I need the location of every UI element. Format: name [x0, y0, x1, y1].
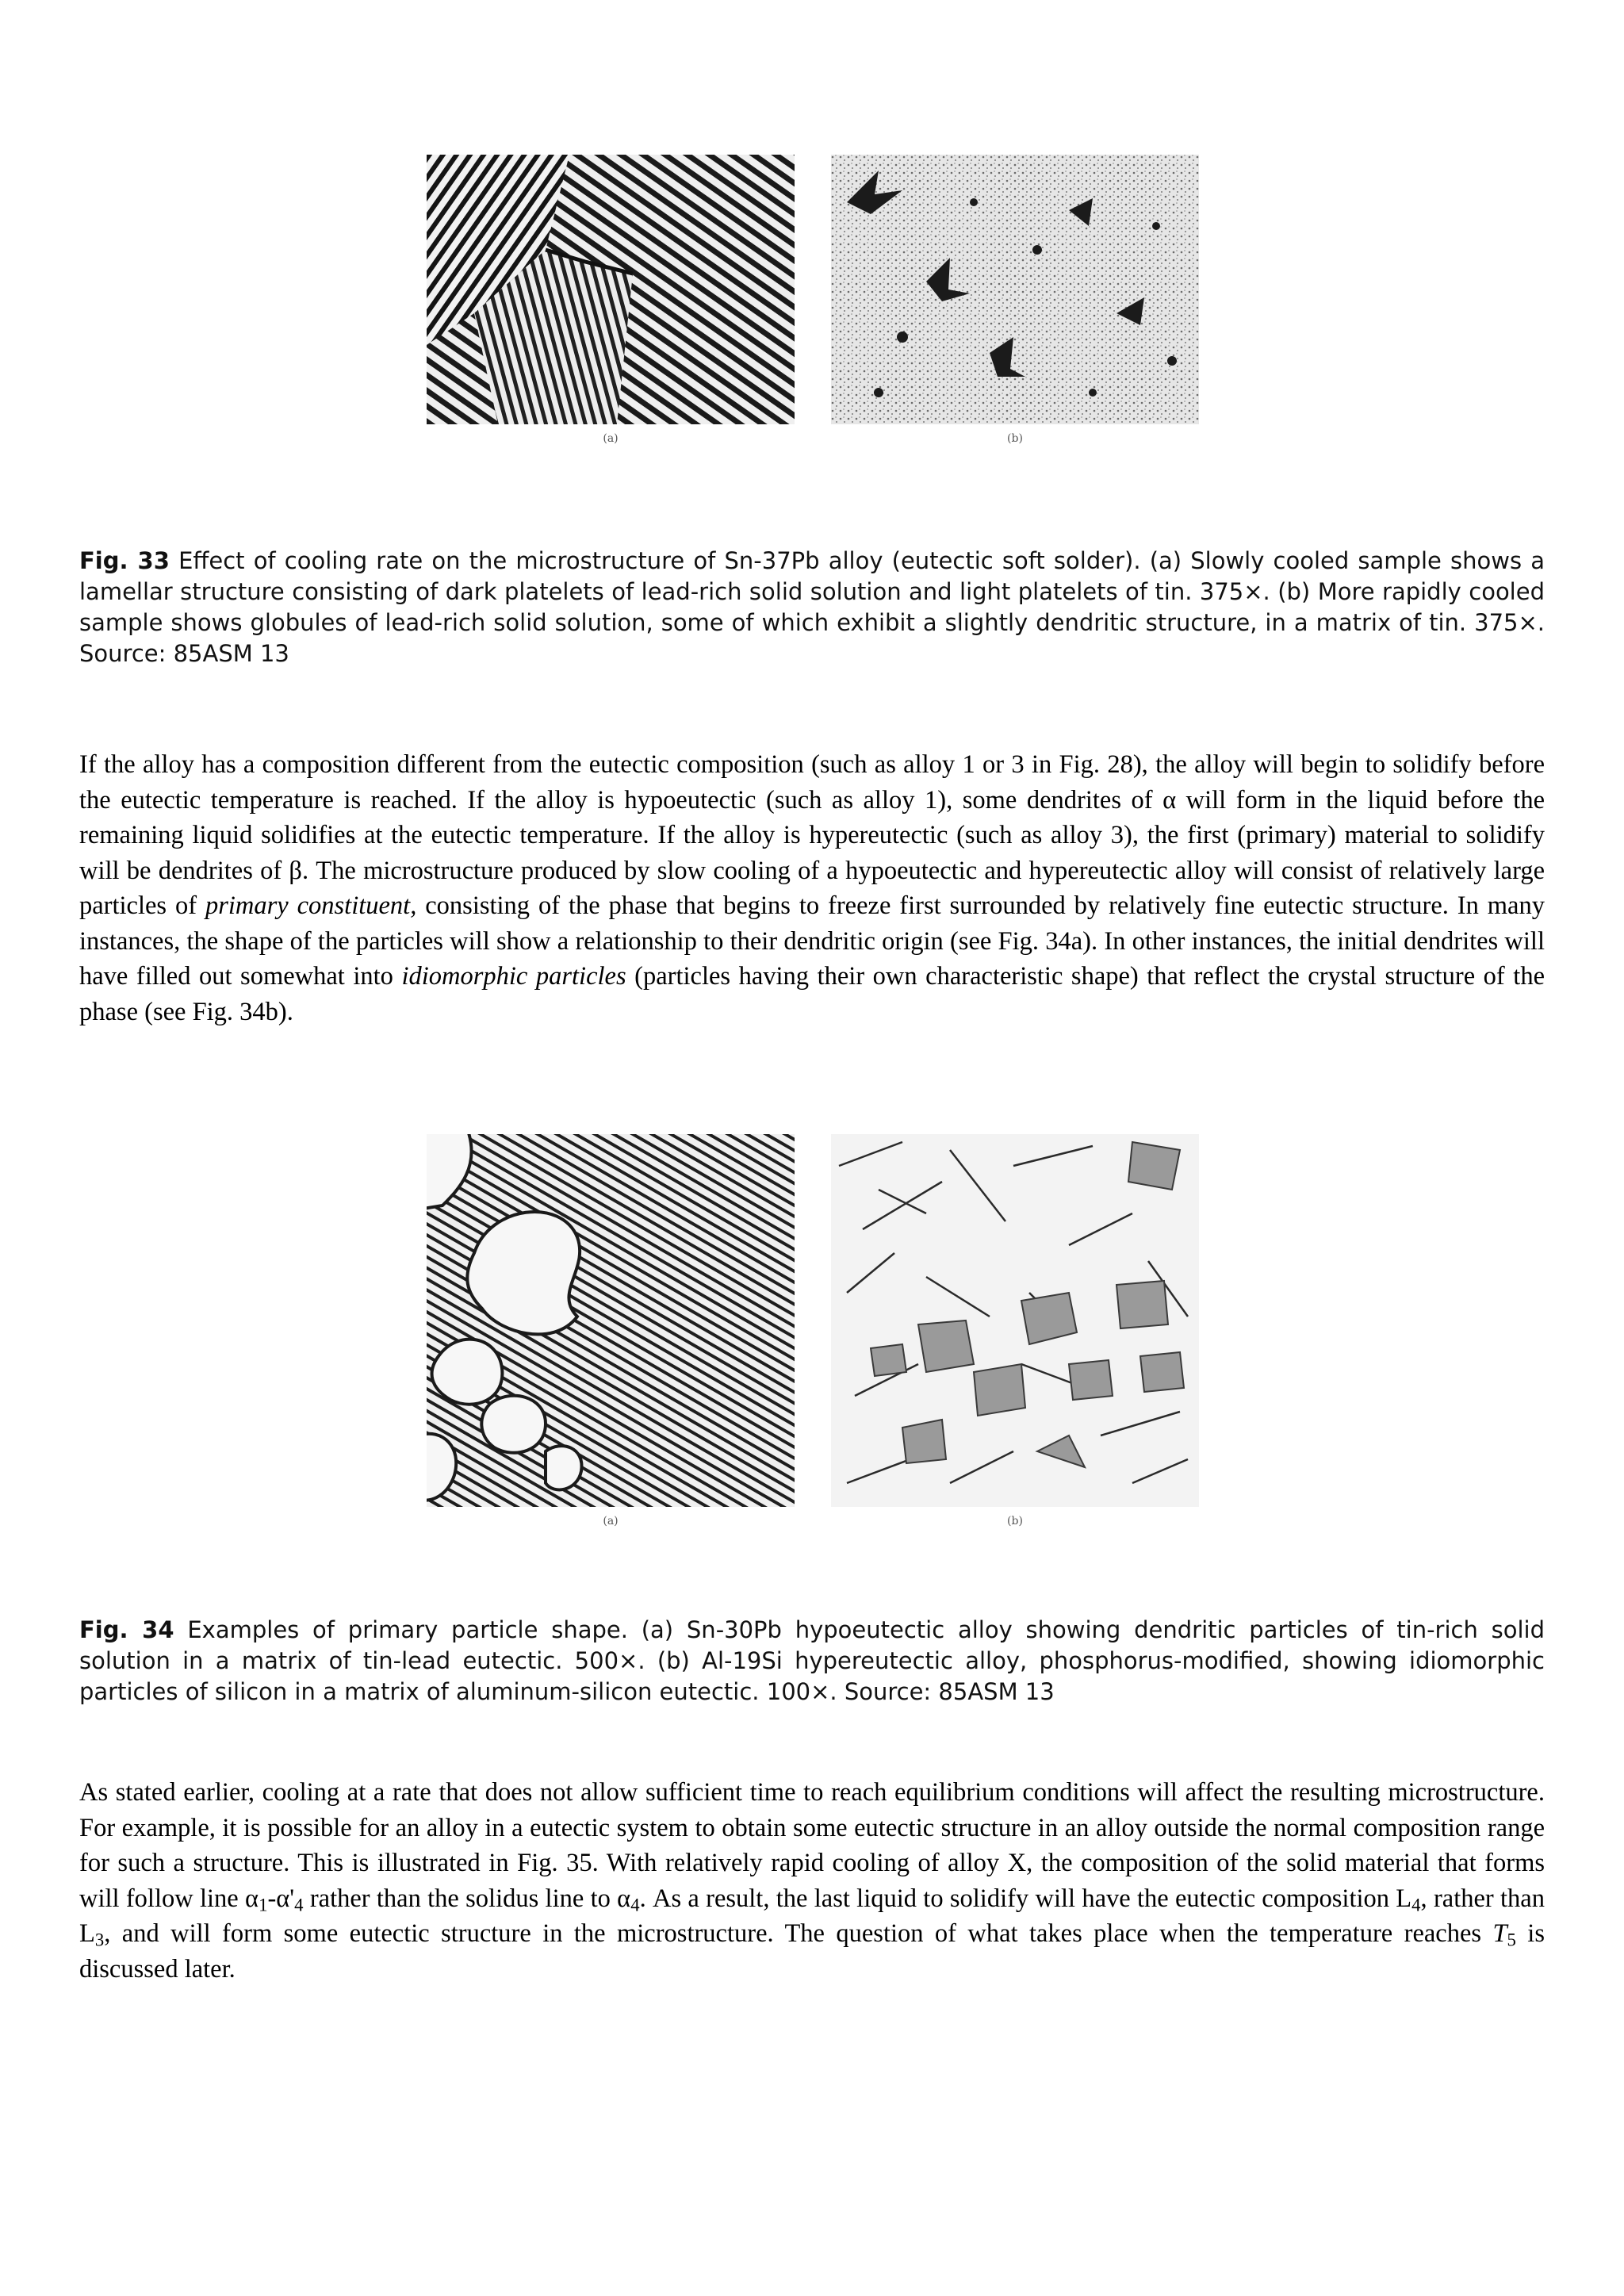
paragraph-2-text-6: , and will form some eutectic structure in the microstructure. The question of what takes place when the temperature reaches	[104, 1919, 1493, 1948]
paragraph-2-italic-1: T	[1492, 1919, 1507, 1948]
figure-34-number: Fig. 34	[79, 1616, 174, 1643]
panel-label-34b: (b)	[1007, 1515, 1023, 1527]
paragraph-1-text-3: (particles having their own characteristic shape) that reflect the crystal structure of the phase (see Fig. 34b).	[79, 962, 1545, 1026]
paragraph-2-text-4: . As a result, the last liquid to solidify will have the eutectic composition L	[639, 1884, 1412, 1913]
panel-label-33a: (a)	[603, 432, 619, 445]
figure-33	[424, 155, 1201, 447]
paragraph-2-sub-2: 4	[294, 1895, 304, 1915]
figure-33-caption-text: Effect of cooling rate on the microstructure of Sn-37Pb alloy (eutectic soft solder). (a) Slowly cooled sample shows a lamellar structure consisting of dark platelets of lead-rich solid solution and light platelets of tin. 375×. (b) More rapidly cooled sample shows globules of lead-rich solid solution, some of which exhibit a slightly dendritic structure, in a matrix of tin. 375×. Source: 85ASM 13	[79, 547, 1545, 667]
figure-33-caption	[79, 546, 1545, 669]
micrograph-34b-idiomorphic	[831, 1134, 1199, 1507]
paragraph-1-italic-1: primary constituent,	[205, 891, 417, 920]
figure-34a	[424, 1134, 797, 1529]
paragraph-2-sub-3: 4	[630, 1895, 640, 1915]
paragraph-2-text-5: , rather than L	[79, 1884, 1545, 1948]
paragraph-2-sub-1: 1	[259, 1895, 268, 1915]
paragraph-2-text-1: As stated earlier, cooling at a rate that does not allow sufficient time to reach equilibrium conditions will affect the resulting microstructure. For example, it is possible for an alloy in a eutectic system to obtain some eutectic structure in an alloy outside the normal composition range for such a structure. This is illustrated in Fig. 35. With relatively rapid cooling of alloy X, the composition of the solid material that forms will follow line α	[79, 1778, 1545, 1913]
paragraph-2-sub-4: 4	[1411, 1895, 1421, 1915]
figure-34-caption-text: Examples of primary particle shape. (a) Sn-30Pb hypoeutectic alloy showing dendritic particles of tin-rich solid solution in a matrix of tin-lead eutectic. 500×. (b) Al-19Si hypereutectic alloy, phosphorus-modified, showing idiomorphic particles of silicon in a matrix of aluminum-silicon eutectic. 100×. Source: 85ASM 13	[79, 1616, 1545, 1705]
paragraph-2-sub-5: 3	[94, 1930, 105, 1950]
figure-34-caption	[79, 1615, 1545, 1708]
paragraph-2-text-3: rather than the solidus line to α	[303, 1884, 631, 1913]
panel-label-34a: (a)	[603, 1515, 619, 1527]
panel-label-33b: (b)	[1007, 432, 1023, 445]
paragraph-nonequilibrium-cooling	[79, 1775, 1545, 1987]
figure-34	[424, 1134, 1201, 1529]
paragraph-2-text-7: is discussed later.	[79, 1919, 1545, 1984]
paragraph-1-italic-2: idiomorphic particles	[401, 962, 626, 991]
paragraph-1-text-2: consisting of the phase that begins to freeze first surrounded by relatively fine eutectic structure. In many instances, the shape of the particles will show a relationship to their dendritic origin (see Fig. 34a). In other instances, the initial dendrites will have filled out somewhat into	[79, 891, 1545, 991]
micrograph-33a-lamellar	[427, 155, 795, 424]
paragraph-1-text-1: If the alloy has a composition different from the eutectic composition (such as alloy 1 or 3 in Fig. 28), the alloy will begin to solidify before the eutectic temperature is reached. If the alloy is hypoeutectic (such as alloy 1), some dendrites of α will form in the liquid before the remaining liquid solidifies at the eutectic temperature. If the alloy is hypereutectic (such as alloy 3), the first (primary) material to solidify will be dendrites of β. The microstructure produced by slow cooling of a hypoeutectic and hypereutectic alloy will consist of relatively large particles of	[79, 750, 1545, 920]
micrograph-33b-globular	[831, 155, 1199, 424]
paragraph-2-sub-6: 5	[1507, 1930, 1516, 1950]
figure-33-number: Fig. 33	[79, 547, 170, 574]
paragraph-primary-constituent	[79, 747, 1545, 1029]
figure-34b	[829, 1134, 1201, 1529]
micrograph-34a-dendritic	[427, 1134, 795, 1507]
figure-33b	[829, 155, 1201, 447]
figure-33a	[424, 155, 797, 447]
paragraph-2-text-2: -α'	[267, 1884, 295, 1913]
